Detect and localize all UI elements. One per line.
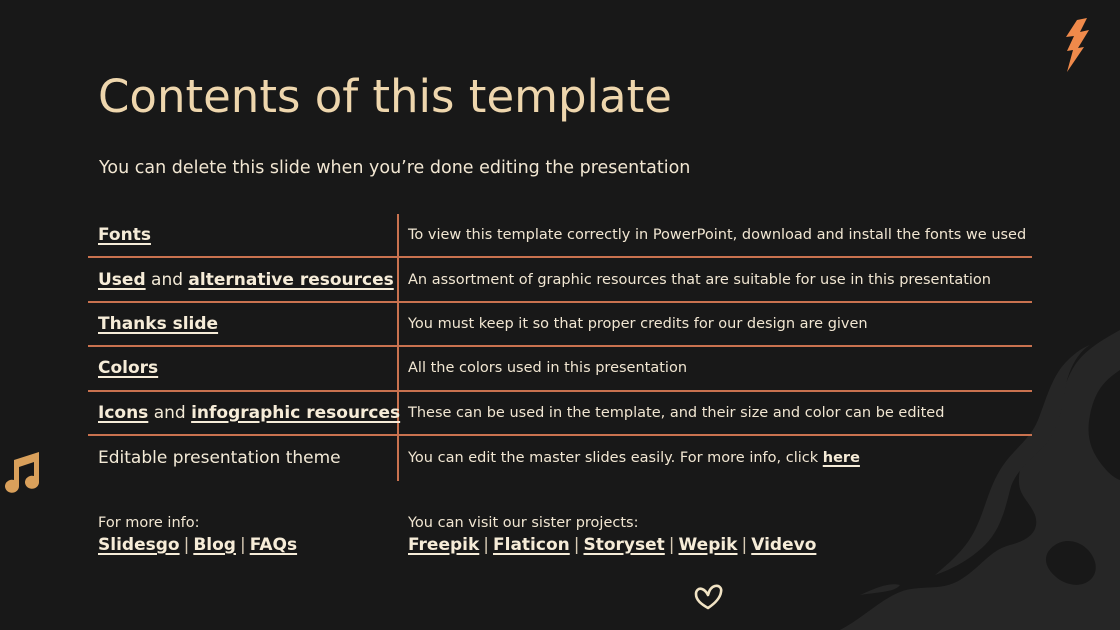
- row-title: [88, 225, 397, 245]
- link-separator: |: [183, 535, 190, 555]
- row-title: Editable presentation theme: [98, 448, 341, 469]
- row-description: To view this template correctly in PowerPoint, download and install the fonts we used: [408, 227, 1027, 244]
- lightning-bolt-icon: [1063, 18, 1093, 74]
- slidesgo-link[interactable]: Slidesgo: [98, 535, 180, 555]
- row-title: [88, 270, 397, 290]
- link-separator: |: [741, 535, 748, 555]
- thanks-slide-link[interactable]: Thanks slide: [98, 313, 219, 334]
- videvo-link[interactable]: Videvo: [751, 535, 817, 555]
- footer-sister-projects: [408, 514, 816, 557]
- contents-table: [88, 214, 1032, 480]
- row-title-connector: and: [148, 402, 192, 423]
- link-separator: |: [239, 535, 246, 555]
- used-resources-link[interactable]: Used: [98, 269, 146, 290]
- heart-outline-icon: [693, 582, 725, 612]
- wepik-link[interactable]: Wepik: [678, 535, 738, 555]
- link-separator: |: [668, 535, 675, 555]
- storyset-link[interactable]: Storyset: [583, 535, 665, 555]
- infographic-resources-link[interactable]: infographic resources: [191, 402, 401, 423]
- row-description: [397, 450, 1032, 466]
- row-description-text: You can edit the master slides easily. For more info, click: [408, 450, 823, 467]
- footer-more-info-links: [98, 533, 297, 557]
- table-row: [88, 347, 1032, 391]
- row-title-connector: and: [145, 269, 189, 290]
- colors-link[interactable]: Colors: [98, 358, 159, 379]
- footer-more-info-label: For more info:: [98, 515, 200, 531]
- freepik-link[interactable]: Freepik: [408, 535, 480, 555]
- row-title: [88, 402, 401, 423]
- table-row: [88, 258, 1032, 302]
- page-title: Contents of this template: [98, 70, 672, 123]
- footer-more-info: [98, 514, 297, 557]
- footer-sister-projects-label: You can visit our sister projects:: [408, 515, 639, 531]
- footer-sister-projects-links: [408, 533, 816, 557]
- link-separator: |: [573, 535, 580, 555]
- row-description: All the colors used in this presentation: [408, 360, 688, 377]
- row-description: You must keep it so that proper credits for our design are given: [408, 315, 868, 332]
- here-link[interactable]: here: [822, 450, 860, 467]
- music-note-icon: [5, 448, 43, 494]
- table-row: [88, 392, 1032, 436]
- table-row: [88, 303, 1032, 347]
- flaticon-link[interactable]: Flaticon: [493, 535, 570, 555]
- table-row: [88, 214, 1032, 258]
- row-description: These can be used in the template, and their size and color can be edited: [408, 404, 945, 421]
- faqs-link[interactable]: FAQs: [249, 535, 298, 555]
- alternative-resources-link[interactable]: alternative resources: [188, 269, 394, 290]
- page-subtitle: You can delete this slide when you’re done editing the presentation: [99, 158, 691, 178]
- row-description: An assortment of graphic resources that are suitable for use in this presentation: [408, 271, 991, 288]
- row-title: [88, 358, 397, 378]
- fonts-link[interactable]: Fonts: [98, 225, 151, 246]
- row-title: [88, 314, 397, 334]
- table-row: [88, 436, 1032, 480]
- icons-link[interactable]: Icons: [98, 402, 149, 423]
- blog-link[interactable]: Blog: [193, 535, 236, 555]
- link-separator: |: [483, 535, 490, 555]
